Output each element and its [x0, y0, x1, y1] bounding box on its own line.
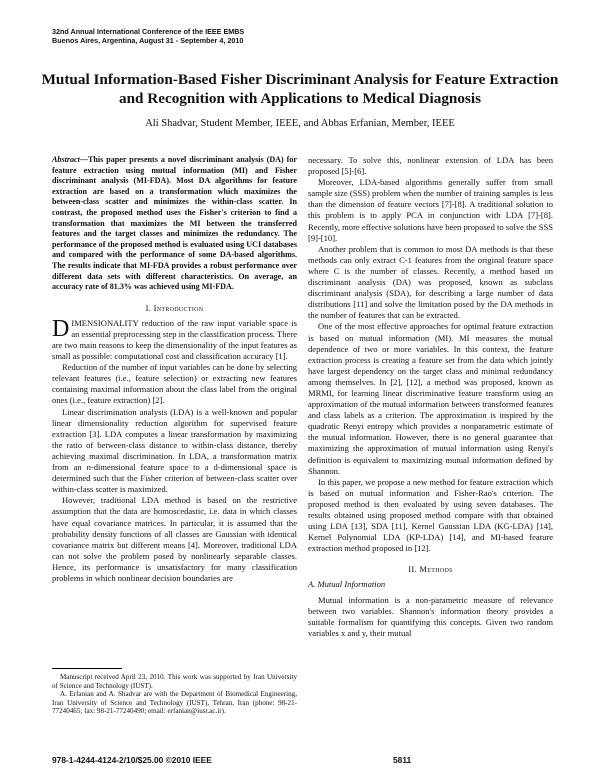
conference-name: 32nd Annual International Conference of the IEEE EMBS: [52, 27, 245, 36]
footnote-rule: [52, 668, 122, 669]
right-column: [308, 155, 553, 639]
body-paragraph-5: In this paper, we propose a new method for feature extraction which is based on mutual information and Fisher-Rao's criterion. The proposed method is then evaluated by using seven databases. The results obtained using proposed method compare with that obtained using LDA [13], SDA [11], Kernel Gaussian LDA (KG-LDA) [14], Kernel Polynomial LDA (KP-LDA) [14], and MI-based feature extraction method proposed in [12].: [308, 476, 553, 554]
left-column: [52, 155, 297, 584]
intro-paragraph-3: Linear discrimination analysis (LDA) is a well-known and popular linear dimensionality reduction algorithm for supervised feature extraction [3]. LDA computes a linear transformation by maximizing the ratio of between-class distance to within-class distance, thereby achieving maximal discrimination. In LDA, a transformation matrix from an n-dimensional feature space to a d-dimensional space is determined such that the Fisher criterion of between-class scatter over within-class scatter is maximized.: [52, 406, 297, 495]
body-paragraph-4: One of the most effective approaches for optimal feature extraction is based on mutual information (MI). MI measures the mutual dependence of two or more variables. In this context, the feature extraction process is creating a feature set from the data which jointly have largest dependency on the target class and minimal redundancy among themselves. In [2], [12], a method was proposed, known as MRMI, for learning linear discriminative feature transform using an approximation of the mutual information between transformed features and class labels as a criterion. The approximation is inspired by the quadratic Renyi entropy which provides a nonparametric estimate of the mutual information. However, there is no general guarantee that maximizing the approximation of mutual information using Renyi's definition is equivalent to maximizing mutual information defined by Shannon.: [308, 321, 553, 476]
section-heading-introduction: I. Introduction: [145, 302, 204, 313]
abstract: [52, 155, 297, 293]
paper-authors: Ali Shadvar, Student Member, IEEE, and Abbas Erfanian, Member, IEEE: [145, 118, 455, 129]
drop-cap: D: [52, 315, 70, 342]
paper-title: Mutual Information-Based Fisher Discriminant Analysis for Feature Extraction and Recognition with Applications to Medical Diagnosis: [41, 71, 559, 107]
abstract-lead: Abstract: [52, 155, 80, 164]
page-number: 5811: [393, 755, 412, 765]
conference-location: Buenos Aires, Argentina, August 31 - September 4, 2010: [52, 36, 244, 45]
intro-paragraph-4: However, traditional LDA method is based on the restrictive assumption that the data are homoscedastic, i.e. data in which classes have equal covariance matrices. In particular, it is assumed that the probability density functions of all classes are Gaussian with identical covariance matrix but different means [4]. Moreover, traditional LDA can not solve the problem posed by nonlinearly separable classes. Hence, its performance is unsatisfactory for many classification problems in which nonlinear decision boundaries are: [52, 495, 297, 583]
footnotes: [52, 668, 297, 716]
footnote-1: Manuscript received April 23, 2010. This work was supported by Iran University of Science and Technology (IUST).: [52, 673, 297, 690]
section-heading-methods: II. Methods: [408, 564, 453, 575]
footer-isbn: 978-1-4244-4124-2/10/$25.00 ©2010 IEEE: [52, 755, 212, 765]
abstract-text: —This paper presents a novel discriminant analysis (DA) for feature extraction using mutual information (MI) and Fisher discriminant analysis (MI-FDA). Most DA algorithms for feature extraction are based on a transformation which maximizes the between-class scatter and minimizes the within-class scatter. In contrast, the proposed method uses the Fisher's criterion to find a transformation that maximizes the MI between the transferred features and the target classes and minimizes the redundancy. The performance of the proposed method is evaluated using UCI databases and compared with the performance of some DA-based algorithms. The results indicate that MI-FDA provides a robust performance over different data sets with different characteristics. On average, an accuracy rate of 81.3% was achieved using MI-FDA.: [52, 155, 297, 292]
conference-header: [52, 27, 244, 45]
body-paragraph-2: Moreover, LDA-based algorithms generally suffer from small sample size (SSS) problem when the number of training samples is less than the dimension of feature vectors [7]-[8]. A traditional solution to this problem is to apply PCA in conjunction with LDA [7]-[8]. Recently, more effective solutions have been proposed to solve the SSS [9]-[10].: [308, 177, 553, 243]
intro-paragraph-1: DIMENSIONALITY reduction of the raw input variable space is an essential preprocessing step in the classification process. There are two main reasons to keep the dimensionality of the input features as small as possible: computational cost and classification accuracy [1].: [52, 315, 297, 362]
body-paragraph-3: Another problem that is common to most DA methods is that these methods can only extract C-1 features from the original feature space where C is the number of classes. Recently, a method based on discriminant analysis (DA) was proposed, known as subclass discriminant analysis (SDA), for describing a large number of data distributions [11] and solve the limitation posed by the DA methods in the number of features that can be extracted.: [308, 243, 553, 321]
footnote-2: A. Erfanian and A. Shadvar are with the Department of Biomedical Engineering, Iran University of Science and Technology (IUST), Tehran, Iran (phone: 98-21-77240465; fax: 98-21-77240490; email: erfanian@iust.ac.ir).: [52, 690, 297, 716]
body-paragraph-6: Mutual information is a non-parametric measure of relevance between two variables. Shannon's information theory provides a suitable formalism for quantifying this concepts. Given two random variables x and y, their mutual: [308, 594, 553, 638]
intro-paragraph-2: Reduction of the number of input variables can be done by selecting relevant features (i.e., feature selection) or extracting new features containing maximal information about the class label from the original ones (i.e., feature extraction) [2].: [52, 362, 297, 406]
body-paragraph-1: necessary. To solve this, nonlinear extension of LDA has been proposed [5]-[6].: [308, 155, 553, 177]
subsection-heading-mutual-information: A. Mutual Information: [308, 579, 386, 590]
